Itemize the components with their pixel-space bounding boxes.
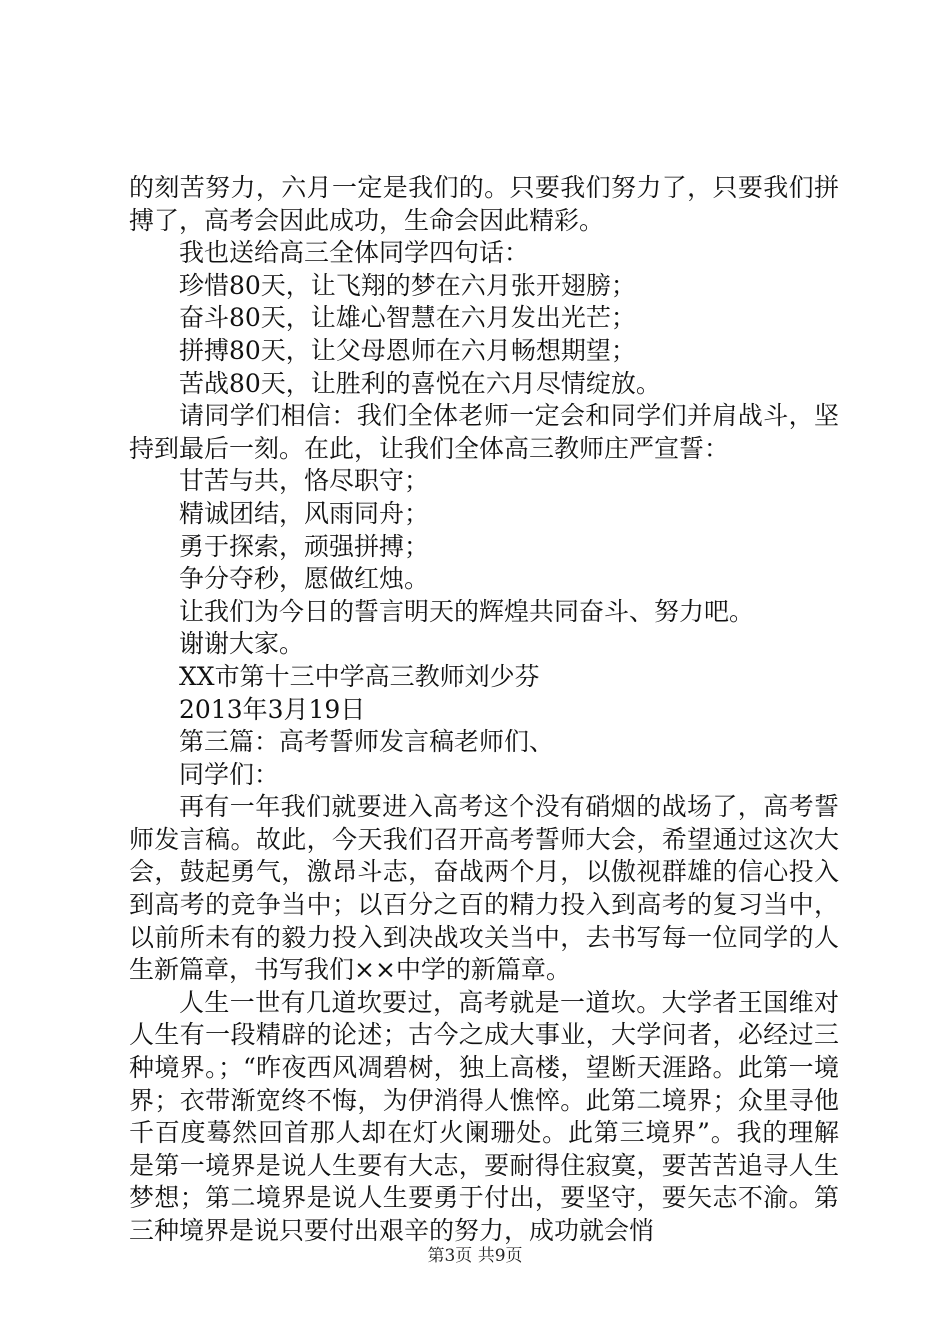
paragraph: 我也送给高三全体同学四句话： bbox=[179, 238, 530, 268]
paragraph: 珍惜80天，让飞翔的梦在六月张开翅膀； bbox=[179, 270, 636, 300]
paragraph: 第三篇：高考誓师发言稿老师们、 bbox=[179, 727, 555, 757]
paragraph: XX市第十三中学高三教师刘少芬 bbox=[179, 661, 540, 691]
paragraph: 勇于探索，顽强拼搏； bbox=[179, 531, 430, 561]
body-text bbox=[129, 172, 839, 1248]
paragraph: 拼搏80天，让父母恩师在六月畅想期望； bbox=[179, 335, 636, 365]
paragraph: 同学们： bbox=[179, 759, 280, 789]
paragraph: 争分夺秒，愿做红烛。 bbox=[179, 564, 430, 594]
paragraph: 苦战80天，让胜利的喜悦在六月尽情绽放。 bbox=[179, 368, 661, 398]
paragraph: 甘苦与共，恪尽职守； bbox=[179, 466, 430, 496]
paragraph: 再有一年我们就要进入高考这个没有硝烟的战场了，高考誓师发言稿。故此，今天我们召开高考誓师大会，希望通过这次大会，鼓起勇气，激昂斗志，奋战两个月，以傲视群雄的信心投入到高考的竞争当中；以百分之百的精力投入到高考的复习当中，以前所未有的毅力投入到决战攻关当中，去书写每一位同学的人生新篇章，书写我们××中学的新篇章。 bbox=[129, 792, 839, 985]
paragraph: 人生一世有几道坎要过，高考就是一道坎。大学者王国维对人生有一段精辟的论述；古今之成大事业，大学问者，必经过三种境界。；“昨夜西风凋碧树，独上高楼，望断天涯路。此第一境界；衣带渐宽终不悔，为伊消得人憔悴。此第二境界；众里寻他千百度蓦然回首那人却在灯火阑珊处。此第三境界”。我的理解是第一境界是说人生要有大志，要耐得住寂寞，要苦苦追寻人生梦想；第二境界是说人生要勇于付出，要坚守，要矢志不渝。第三种境界是说只要付出艰辛的努力，成功就会悄 bbox=[129, 987, 839, 1245]
paragraph: 奋斗80天，让雄心智慧在六月发出光芒； bbox=[179, 303, 636, 333]
page-footer: 第3页 共9页 bbox=[427, 1246, 523, 1266]
paragraph: 精诚团结，风雨同舟； bbox=[179, 498, 430, 528]
paragraph: 请同学们相信：我们全体老师一定会和同学们并肩战斗，坚持到最后一刻。在此，让我们全体高三教师庄严宣誓： bbox=[129, 401, 839, 463]
paragraph: 2013年3月19日 bbox=[179, 694, 366, 724]
paragraph: 谢谢大家。 bbox=[179, 629, 305, 659]
paragraph: 让我们为今日的誓言明天的辉煌共同奋斗、努力吧。 bbox=[179, 596, 755, 626]
paragraph: 的刻苦努力，六月一定是我们的。只要我们努力了，只要我们拼搏了，高考会因此成功，生命会因此精彩。 bbox=[129, 173, 839, 235]
